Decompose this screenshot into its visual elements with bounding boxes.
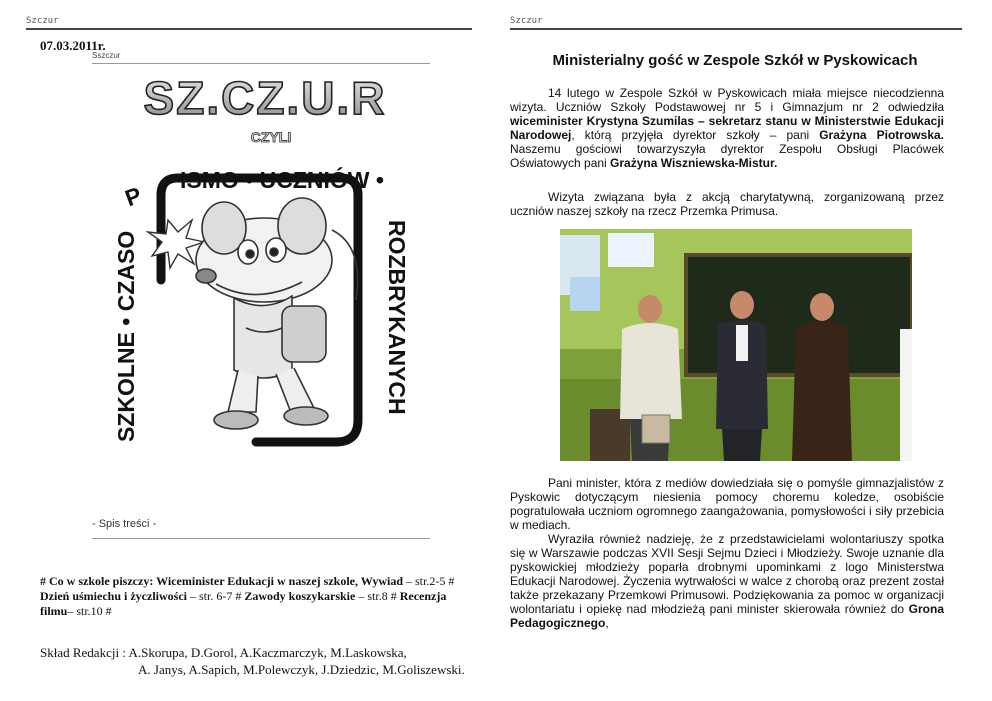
credits-line-2: A. Janys, A.Sapich, M.Polewczyk, J.Dziedzic, M.Goliszewski.: [138, 662, 465, 677]
logo-title: SZ.CZ.U.R: [143, 72, 387, 124]
p1-bold-d: Grażyna Piotrowska.: [819, 128, 944, 142]
p3-text: Pani minister, która z mediów dowiedziała się o pomyśle gimnazjalistów z Pyskowic dotyczącym niesienia pomocy choremu koledze, osobiście pogratulowała uczniom ogromnego zaangażowania, pomysłowości i siły przebicia w mediach.: [510, 476, 944, 532]
logo-arc-top: ISMO • UCZNIÓW •: [180, 167, 384, 193]
toc-label: - Spis treści -: [92, 518, 157, 530]
article-paragraph-4: [510, 532, 944, 630]
toc-item-4[interactable]: Recenzja filmu: [40, 589, 447, 618]
masthead-subtitle: Sszczur: [92, 51, 121, 60]
logo-czyli: CZYLI: [250, 129, 292, 145]
p4-text-c: ,: [605, 616, 609, 630]
article-photo: [560, 229, 912, 461]
toc-item-3[interactable]: Zawody koszykarskie: [244, 589, 356, 603]
p1-text-e: Naszemu gościowi towarzyszyła dyrektor Zespołu Obsługi Placówek Oświatowych pani: [510, 142, 944, 170]
p1-text-c: , którą przyjęła dyrektor szkoły – pani: [571, 128, 820, 142]
masthead-divider: [92, 63, 430, 64]
issue-date: 07.03.2011r.: [40, 38, 106, 53]
toc-item-1[interactable]: # Co w szkole piszczy: Wiceminister Edukacji w naszej szkole, Wywiad: [40, 574, 403, 588]
editorial-credits: [40, 644, 510, 678]
left-page-header: Szczur: [26, 16, 59, 26]
p2-text: Wizyta związana była z akcją charytatywną, zorganizowaną przez uczniów naszej szkoły na rzecz Przemka Primusa.: [510, 190, 944, 218]
p4-text-a: Wyraziła również nadzieję, że z przedstawicielami wolontariuszy spotka się w Warszawie podczas XVII Sesji Sejmu Dzieci i Młodzieży. Swoje uznanie dla pyskowickiej młodzieży poparła drobnymi upominkami z logo Ministerstwa Edukacji Narodowej. Życzenia wytrwałości w walce z chorobą oraz prezent został także przekazany Przemkowi Primusowi. Podziękowania za pomoc w organizacji wolontariatu i opiekę nad młodzieżą pani minister skierowała również do: [510, 532, 944, 616]
credits-line-1: Skład Redakcji : A.Skorupa, D.Gorol, A.Kaczmarczyk, M.Laskowska,: [40, 645, 407, 660]
rat-mascot-illustration: [196, 198, 358, 429]
toc-pages-3: – str.8 #: [355, 589, 400, 603]
right-page-header: Szczur: [510, 16, 543, 26]
article-paragraph-1: [510, 86, 944, 170]
toc-pages-4: – str.10 #: [67, 604, 112, 618]
toc-pages-1: – str.2-5 #: [403, 574, 455, 588]
logo-arc-p: P: [121, 181, 145, 212]
left-header-rule: [26, 28, 472, 30]
logo-arc-right: ROZBRYKANYCH: [384, 220, 410, 415]
table-of-contents: [40, 574, 478, 619]
logo-arc-left: SZKOLNE • CZASO: [113, 230, 139, 442]
p1-text-a: 14 lutego w Zespole Szkół w Pyskowicach miała miejsce niecodzienna wizyta. Uczniów Szkoły Podstawowej nr 5 i Gimnazjum nr 2 odwiedziła: [510, 86, 944, 114]
p1-bold-b: wiceminister Krystyna Szumilas – sekretarz stanu w Ministerstwie Edukacji Narodowej: [510, 114, 944, 142]
article-title: Ministerialny gość w Zespole Szkół w Pyskowicach: [552, 52, 918, 69]
toc-pages-2: – str. 6-7 #: [186, 589, 245, 603]
p1-bold-f: Grażyna Wiszniewska-Mistur.: [610, 156, 778, 170]
article-paragraph-2: [510, 190, 944, 218]
article-paragraph-3: [510, 476, 944, 532]
p4-bold-b: Grona Pedagogicznego: [510, 602, 944, 630]
toc-divider: [92, 538, 430, 539]
toc-item-2[interactable]: Dzień uśmiechu i życzliwości: [40, 589, 187, 603]
magazine-logo: [106, 70, 424, 470]
right-header-rule: [510, 28, 962, 30]
